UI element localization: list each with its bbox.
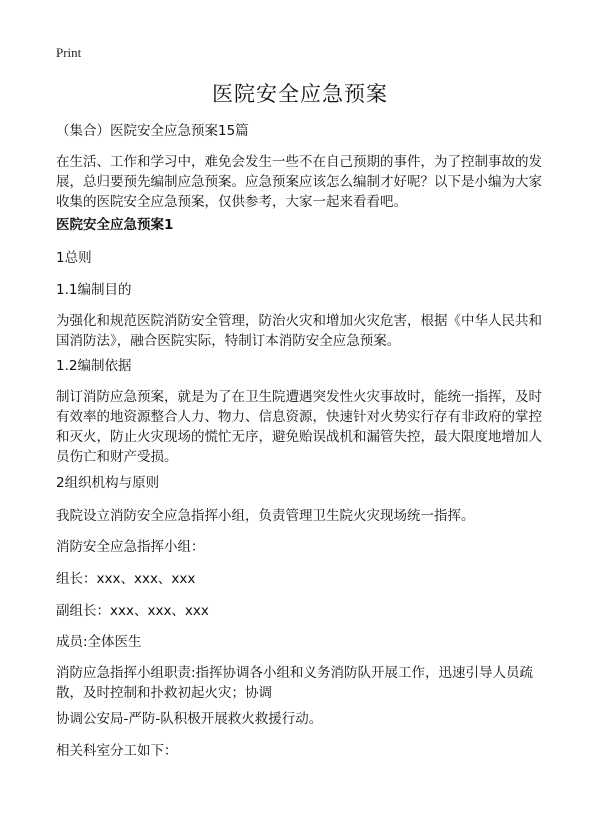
command-group-label: 消防安全应急指挥小组： (56, 539, 205, 555)
heading-general: 1总则 (56, 250, 92, 266)
subtitle-paragraph: （集合）医院安全应急预案15篇 (56, 123, 249, 139)
members-line: 成员:全体医生 (56, 634, 142, 650)
purpose-paragraph: 为强化和规范医院消防安全管理，防治火灾和增加火灾危害，根据《中华人民共和国消防法》，融合医院实际，特制订本消防安全应急预案。 (56, 313, 542, 349)
coordination-line: 协调公安局-严防-队积极开展救火救援行动。 (56, 711, 323, 727)
heading-organization: 2组织机构与原则 (56, 475, 160, 491)
basis-paragraph: 制订消防应急预案，就是为了在卫生院遭遇突发性火灾事故时，能统一指挥，及时有效率的地资源整合人力、物力、信息资源，快速针对火势实行存有非政府的掌控和灭火，防止火灾现场的慌忙无序，避免贻误战机和漏管失控，最大限度地增加人员伤亡和财产受损。 (56, 389, 542, 465)
document-title: 医院安全应急预案 (212, 82, 388, 106)
deputy-leader-line: 副组长：xxx、xxx、xxx (56, 603, 209, 619)
print-link[interactable]: Print (56, 45, 82, 60)
heading-purpose: 1.1编制目的 (56, 282, 132, 298)
department-division-line: 相关科室分工如下： (56, 743, 178, 759)
intro-paragraph: 在生活、工作和学习中，难免会发生一些不在自己预期的事件，为了控制事故的发展，总归要预先编制应急预案。应急预案应该怎么编制才好呢？以下是小编为大家收集的医院安全应急预案，仅供参考，大家一起来看看吧。 (56, 154, 542, 210)
leader-line: 组长：xxx、xxx、xxx (56, 571, 196, 587)
organization-paragraph: 我院设立消防安全应急指挥小组，负责管理卫生院火灾现场统一指挥。 (56, 508, 475, 524)
duties-paragraph: 消防应急指挥小组职责:指挥协调各小组和义务消防队开展工作，迅速引导人员疏散，及时控制和扑救初起火灾；协调 (56, 665, 534, 701)
heading-basis: 1.2编制依据 (56, 358, 132, 374)
section-heading: 医院安全应急预案1 (56, 217, 174, 233)
